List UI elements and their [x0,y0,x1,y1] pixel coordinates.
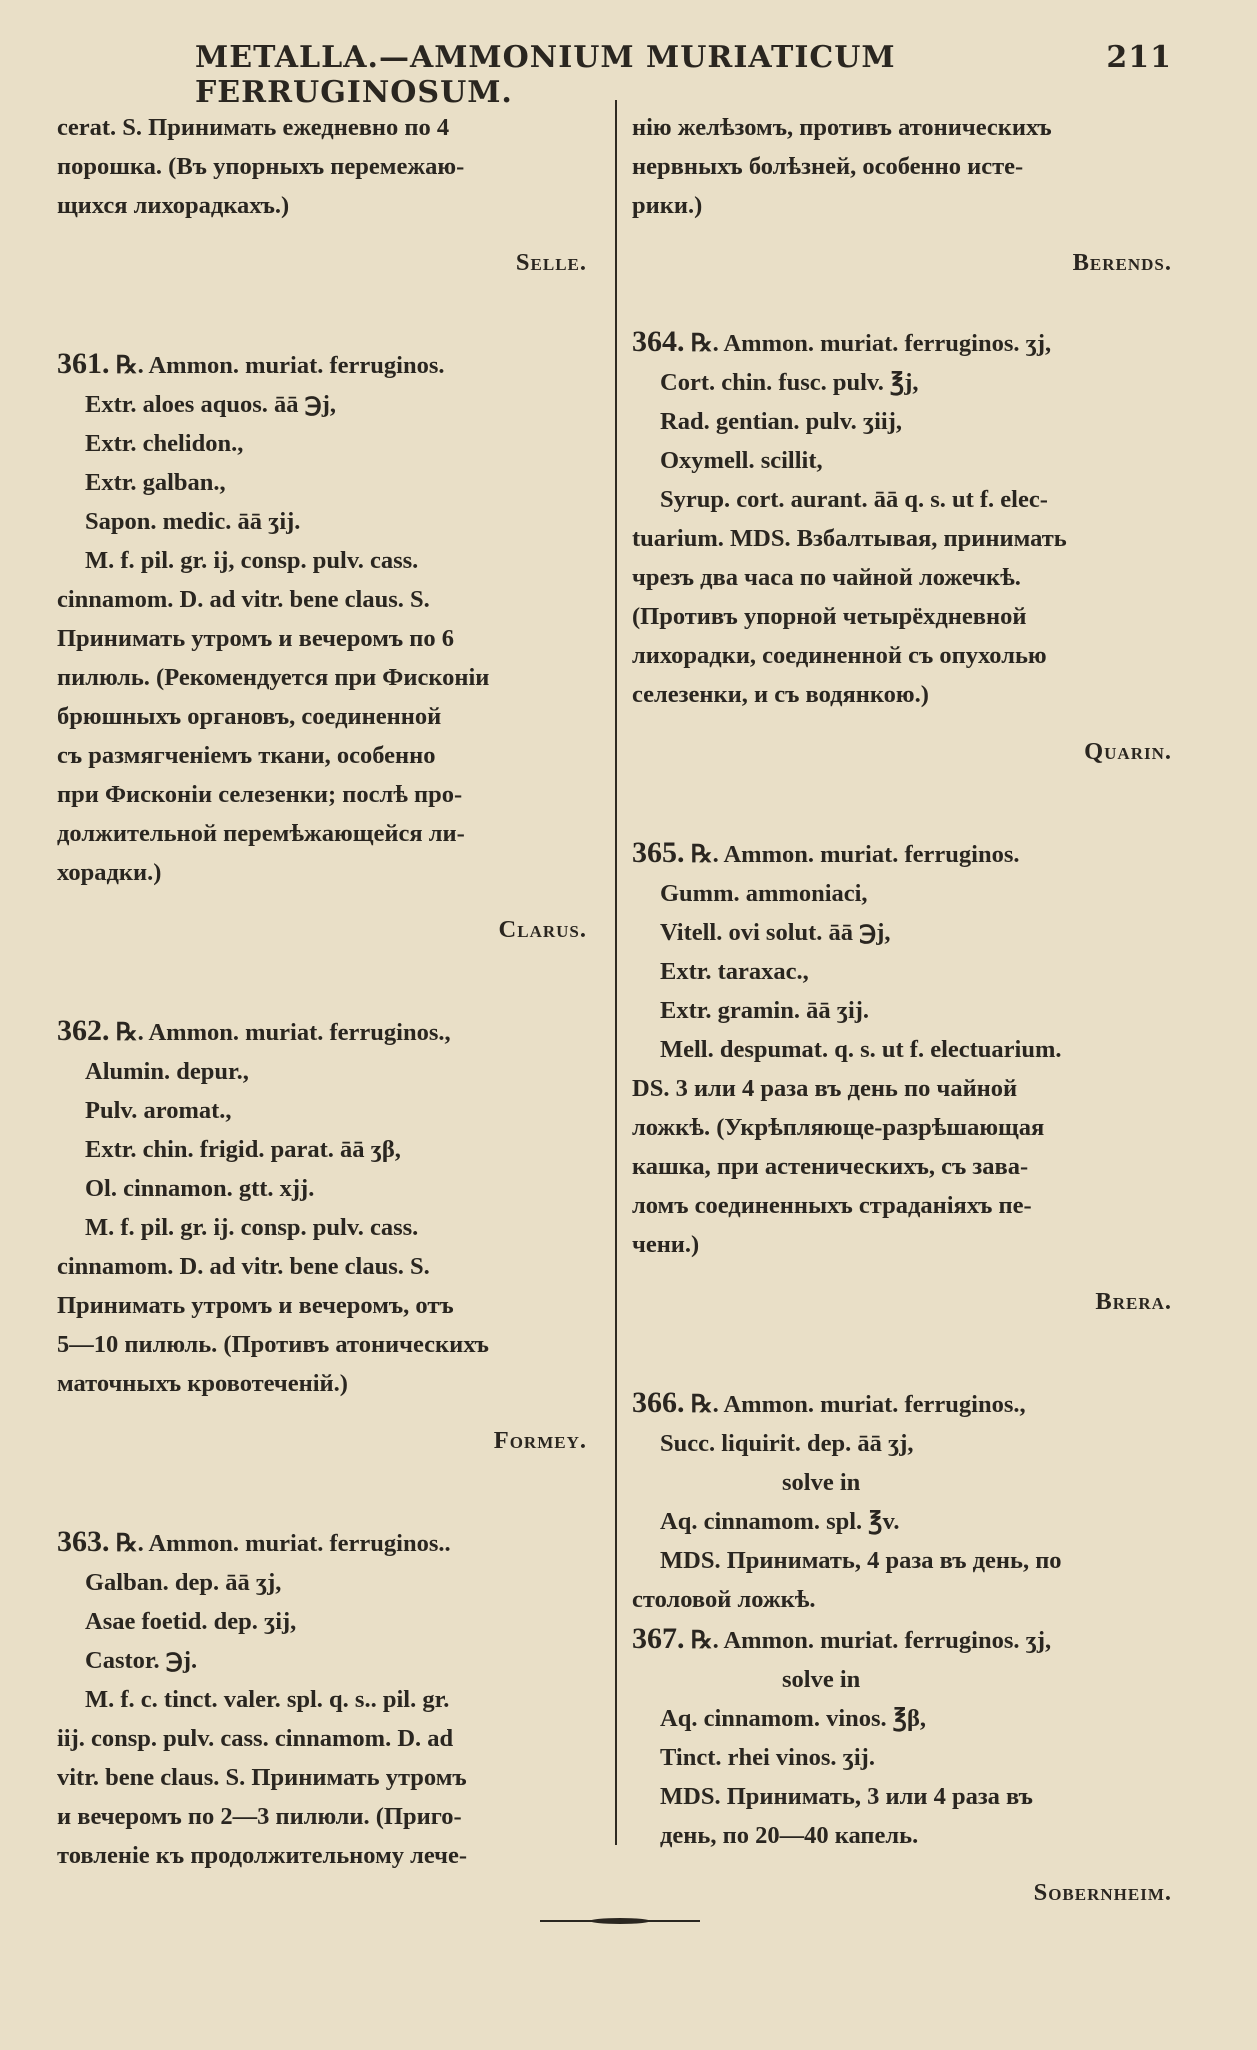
text-line: лихорадки, соединенной съ опухолью [632,642,1047,669]
text-line: ложкѣ. (Укрѣпляюще-разрѣшающая [632,1114,1045,1141]
text-line: съ размягченіемъ ткани, особенно [57,742,436,769]
text-line: Sapon. medic. āā ʒij. [85,508,301,535]
header-title: METALLA.—AMMONIUM MURIATICUM FERRUGINOSUM. [195,40,896,110]
text-line: селезенки, и съ водянкою.) [632,681,929,708]
text-line: cerat. S. Принимать ежедневно по 4 [57,114,450,141]
author-signature: Clarus. [498,916,587,943]
text-line: и вечеромъ по 2—3 пилюли. (Приго- [57,1803,462,1830]
prescription-361 [57,344,607,892]
text-line: хорадки.) [57,859,162,886]
prescription-number: 364. [632,325,685,358]
prescription-number: 367. [632,1622,685,1655]
text-line: столовой ложкѣ. [632,1586,816,1613]
prescription-366 [632,1383,1192,1619]
text-line: ℞. Ammon. muriat. ferruginos. [690,841,1020,868]
text-line: Ol. cinnamon. gtt. xjj. [85,1175,315,1202]
author-signature: Brera. [1095,1288,1172,1315]
text-line: M. f. c. tinct. valer. spl. q. s.. pil. gr. [85,1686,450,1713]
text-line: iij. consp. pulv. cass. cinnamom. D. ad [57,1725,454,1752]
text-line: Mell. despumat. q. s. ut f. electuarium. [660,1036,1062,1063]
continued-text-left [57,108,607,225]
text-line: vitr. bene claus. S. Принимать утромъ [57,1764,467,1791]
text-line: Oxymell. scillit, [660,447,823,474]
text-line: пилюль. (Рекомендуется при Фисконіи [57,664,490,691]
text-line: Gumm. ammoniaci, [660,880,868,907]
text-line: ℞. Ammon. muriat. ferruginos. [115,352,445,379]
author-signature: Formey. [493,1427,587,1454]
text-line: Succ. liquirit. dep. āā ʒj, [660,1430,914,1457]
prescription-number: 366. [632,1386,685,1419]
text-line: ℞. Ammon. muriat. ferruginos. ʒj, [690,330,1052,357]
text-line: M. f. pil. gr. ij, consp. pulv. cass. [85,547,419,574]
left-column [57,108,607,1875]
text-line: solve in [782,1469,861,1496]
text-line: Aq. cinnamom. vinos. ℥β, [660,1705,926,1732]
text-line: чрезъ два часа по чайной ложечкѣ. [632,564,1021,591]
right-column [632,108,1192,1912]
text-line: 5—10 пилюль. (Противъ атоническихъ [57,1331,489,1358]
text-line: Galban. dep. āā ʒj, [85,1569,282,1596]
prescription-number: 363. [57,1525,110,1558]
text-line: cinnamom. D. ad vitr. bene claus. S. [57,1253,430,1280]
text-line: при Фисконіи селезенки; послѣ про- [57,781,463,808]
prescription-362 [57,1011,607,1403]
text-line: Extr. chin. frigid. parat. āā ʒβ, [85,1136,401,1163]
text-line: кашка, при астеническихъ, съ зава- [632,1153,1029,1180]
text-line: рики.) [632,192,703,219]
author-signature: Selle. [515,249,587,276]
prescription-number: 362. [57,1014,110,1047]
text-line: маточныхъ кровотеченій.) [57,1370,348,1397]
text-line: Extr. gramin. āā ʒij. [660,997,870,1024]
text-line: cinnamom. D. ad vitr. bene claus. S. [57,586,430,613]
text-line: Rad. gentian. pulv. ʒiij, [660,408,902,435]
column-divider [615,100,617,1845]
text-line: щихся лихорадкахъ.) [57,192,290,219]
text-line: Extr. aloes aquos. āā ℈j, [85,391,337,418]
text-line: ℞. Ammon. muriat. ferruginos., [690,1391,1026,1418]
text-line: MDS. Принимать, 4 раза въ день, по [660,1547,1062,1574]
text-line: Syrup. cort. aurant. āā q. s. ut f. elec- [660,486,1048,513]
text-line: Aq. cinnamom. spl. ℥v. [660,1508,900,1535]
text-line: (Противъ упорной четырёхдневной [632,603,1027,630]
text-line: нервныхъ болѣзней, особенно исте- [632,153,1024,180]
text-line: брюшныхъ органовъ, соединенной [57,703,442,730]
running-header [55,40,1202,110]
text-line: tuarium. MDS. Взбалтывая, принимать [632,525,1067,552]
text-line: MDS. Принимать, 3 или 4 раза въ [660,1783,1033,1810]
text-line: день, по 20—40 капель. [660,1822,919,1849]
prescription-number: 365. [632,836,685,869]
text-line: Принимать утромъ и вечеромъ, отъ [57,1292,454,1319]
page-number: 211 [1106,40,1172,75]
text-line: должительной перемѣжающейся ли- [57,820,465,847]
text-line: ломъ соединенныхъ страданіяхъ пе- [632,1192,1032,1219]
author-signature: Berends. [1072,249,1172,276]
author-signature: Sobernheim. [1033,1879,1172,1906]
text-line: чени.) [632,1231,700,1258]
text-line: ℞. Ammon. muriat. ferruginos. ʒj, [690,1627,1052,1654]
text-line: Vitell. ovi solut. āā ℈j, [660,919,891,946]
prescription-number: 361. [57,347,110,380]
text-line: ℞. Ammon. muriat. ferruginos.. [115,1530,451,1557]
text-line: Tinct. rhei vinos. ʒij. [660,1744,875,1771]
text-line: DS. 3 или 4 раза въ день по чайной [632,1075,1018,1102]
text-line: Extr. chelidon., [85,430,244,457]
end-ornament [540,1918,700,1924]
prescription-364 [632,322,1192,714]
text-line: solve in [782,1666,861,1693]
prescription-367 [632,1619,1192,1855]
author-signature: Quarin. [1084,738,1172,765]
continued-text-right [632,108,1192,225]
text-line: Castor. ℈j. [85,1647,198,1674]
text-line: Extr. galban., [85,469,226,496]
text-line: товленіе къ продолжительному лече- [57,1842,467,1869]
text-line: Alumin. depur., [85,1058,249,1085]
text-line: M. f. pil. gr. ij. consp. pulv. cass. [85,1214,419,1241]
text-line: Extr. taraxac., [660,958,809,985]
text-line: порошка. (Въ упорныхъ перемежаю- [57,153,465,180]
prescription-365 [632,833,1192,1264]
text-line: Cort. chin. fusc. pulv. ℥j, [660,369,919,396]
text-line: ℞. Ammon. muriat. ferruginos., [115,1019,451,1046]
text-line: Pulv. aromat., [85,1097,232,1124]
text-line: нію желѣзомъ, противъ атоническихъ [632,114,1052,141]
text-line: Asae foetid. dep. ʒij, [85,1608,297,1635]
prescription-363 [57,1522,607,1875]
text-line: Принимать утромъ и вечеромъ по 6 [57,625,455,652]
